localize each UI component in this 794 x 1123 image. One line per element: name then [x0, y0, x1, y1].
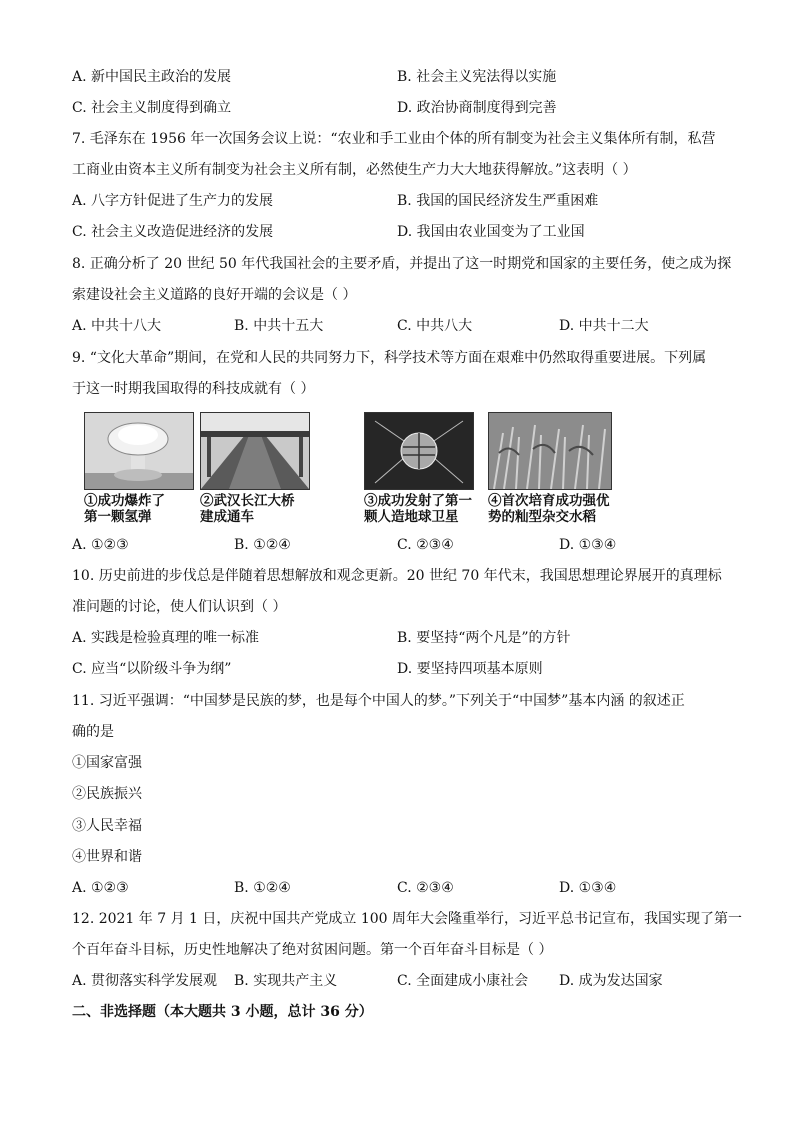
q11-item-3: ③人民幸福 — [72, 818, 142, 834]
caption-line: ②武汉长江大桥 — [200, 493, 295, 509]
q12-stem-line2: 个百年奋斗目标，历史性地解决了绝对贫困问题。第一个百年奋斗目标是（ ） — [72, 942, 553, 958]
q9-stem-line2: 于这一时期我国取得的科技成就有（ ） — [72, 381, 315, 397]
q11-stem — [72, 691, 722, 753]
q10-option-c: C. 应当“以阶级斗争为纲” — [72, 661, 232, 677]
q6-option-c: C. 社会主义制度得到确立 — [72, 100, 232, 116]
satellite-photo — [364, 412, 474, 490]
q11-stem-line2: 确的是 — [72, 724, 114, 740]
q12-option-b: B. 实现共产主义 — [234, 973, 338, 989]
q9-option-d: D. ①③④ — [559, 537, 617, 553]
q10-option-d: D. 要坚持四项基本原则 — [397, 661, 543, 677]
q12-option-c: C. 全面建成小康社会 — [397, 973, 529, 989]
caption-line: ④首次培育成功强优 — [488, 493, 610, 509]
q12-option-a: A. 贯彻落实科学发展观 — [72, 973, 218, 989]
q9-picture-1-caption — [84, 493, 194, 525]
q9-stem-line1: 9. “文化大革命”期间，在党和人民的共同努力下，科学技术等方面在艰难中仍然取得重要进展。下列属 — [72, 350, 707, 366]
q11-option-a: A. ①②③ — [72, 880, 129, 896]
q12-option-d: D. 成为发达国家 — [559, 973, 663, 989]
q10-option-b: B. 要坚持“两个凡是”的方针 — [397, 630, 571, 646]
q8-option-c: C. 中共八大 — [397, 318, 473, 334]
q9-picture-3 — [364, 412, 474, 524]
q11-item-1: ①国家富强 — [72, 755, 142, 771]
q7-option-c: C. 社会主义改造促进经济的发展 — [72, 224, 274, 240]
caption-line: 建成通车 — [200, 509, 254, 525]
q7-stem — [72, 129, 722, 191]
q7-option-a: A. 八字方针促进了生产力的发展 — [72, 193, 274, 209]
caption-line: 势的籼型杂交水稻 — [488, 509, 596, 525]
caption-line: 第一颗氢弹 — [84, 509, 152, 525]
q8-stem-line2: 索建设社会主义道路的良好开端的会议是（ ） — [72, 287, 357, 303]
q7-stem-line2: 工商业由资本主义所有制变为社会主义所有制，必然使生产力大大地获得解放。”这表明（ ） — [72, 162, 637, 178]
q9-picture-2-caption — [200, 493, 310, 525]
q7-option-b: B. 我国的国民经济发生严重困难 — [397, 193, 599, 209]
q12-stem — [72, 909, 743, 971]
q9-stem — [72, 348, 722, 410]
section-heading-nonchoice: 二、非选择题（本大题共 3 小题，总计 36 分） — [72, 1004, 373, 1020]
q11-option-d: D. ①③④ — [559, 880, 617, 896]
q9-picture-1 — [84, 412, 194, 524]
q9-picture-2 — [200, 412, 310, 524]
q9-picture-4 — [488, 412, 612, 524]
q10-option-a: A. 实践是检验真理的唯一标准 — [72, 630, 260, 646]
q7-option-d: D. 我国由农业国变为了工业国 — [397, 224, 585, 240]
caption-line: ③成功发射了第一 — [364, 493, 472, 509]
q8-option-a: A. 中共十八大 — [72, 318, 162, 334]
q8-stem — [72, 254, 732, 316]
q9-option-c: C. ②③④ — [397, 537, 454, 553]
q11-option-c: C. ②③④ — [397, 880, 454, 896]
q11-item-4: ④世界和谐 — [72, 849, 142, 865]
q6-option-b: B. 社会主义宪法得以实施 — [397, 69, 557, 85]
caption-line: ①成功爆炸了 — [84, 493, 165, 509]
q6-option-d: D. 政治协商制度得到完善 — [397, 100, 557, 116]
q10-stem-line2: 准问题的讨论，使人们认识到（ ） — [72, 599, 287, 615]
q7-stem-line1: 7. 毛泽东在 1956 年一次国务会议上说：“农业和手工业由个体的所有制变为社会主义集体所有制，私营 — [72, 131, 716, 147]
hydrogen-bomb-photo — [84, 412, 194, 490]
q9-option-b: B. ①②④ — [234, 537, 291, 553]
wuhan-bridge-photo — [200, 412, 310, 490]
q9-picture-4-caption — [488, 493, 612, 525]
q8-stem-line1: 8. 正确分析了 20 世纪 50 年代我国社会的主要矛盾，并提出了这一时期党和国家的主要任务，使之成为探 — [72, 256, 732, 272]
q11-item-2: ②民族振兴 — [72, 786, 142, 802]
q8-option-d: D. 中共十二大 — [559, 318, 649, 334]
rice-field-photo — [488, 412, 612, 490]
caption-line: 颗人造地球卫星 — [364, 509, 459, 525]
q11-stem-line1: 11. 习近平强调：“中国梦是民族的梦，也是每个中国人的梦。”下列关于“中国梦”基本内涵 的叙述正 — [72, 693, 685, 709]
q6-option-a: A. 新中国民主政治的发展 — [72, 69, 232, 85]
q11-option-b: B. ①②④ — [234, 880, 291, 896]
q10-stem — [72, 566, 722, 628]
q12-stem-line1: 12. 2021 年 7 月 1 日，庆祝中国共产党成立 100 周年大会隆重举行，习近平总书记宣布，我国实现了第一 — [72, 911, 743, 927]
q9-picture-3-caption — [364, 493, 474, 525]
q9-option-a: A. ①②③ — [72, 537, 129, 553]
q10-stem-line1: 10. 历史前进的步伐总是伴随着思想解放和观念更新。20 世纪 70 年代末，我国思想理论界展开的真理标 — [72, 568, 722, 584]
q8-option-b: B. 中共十五大 — [234, 318, 324, 334]
